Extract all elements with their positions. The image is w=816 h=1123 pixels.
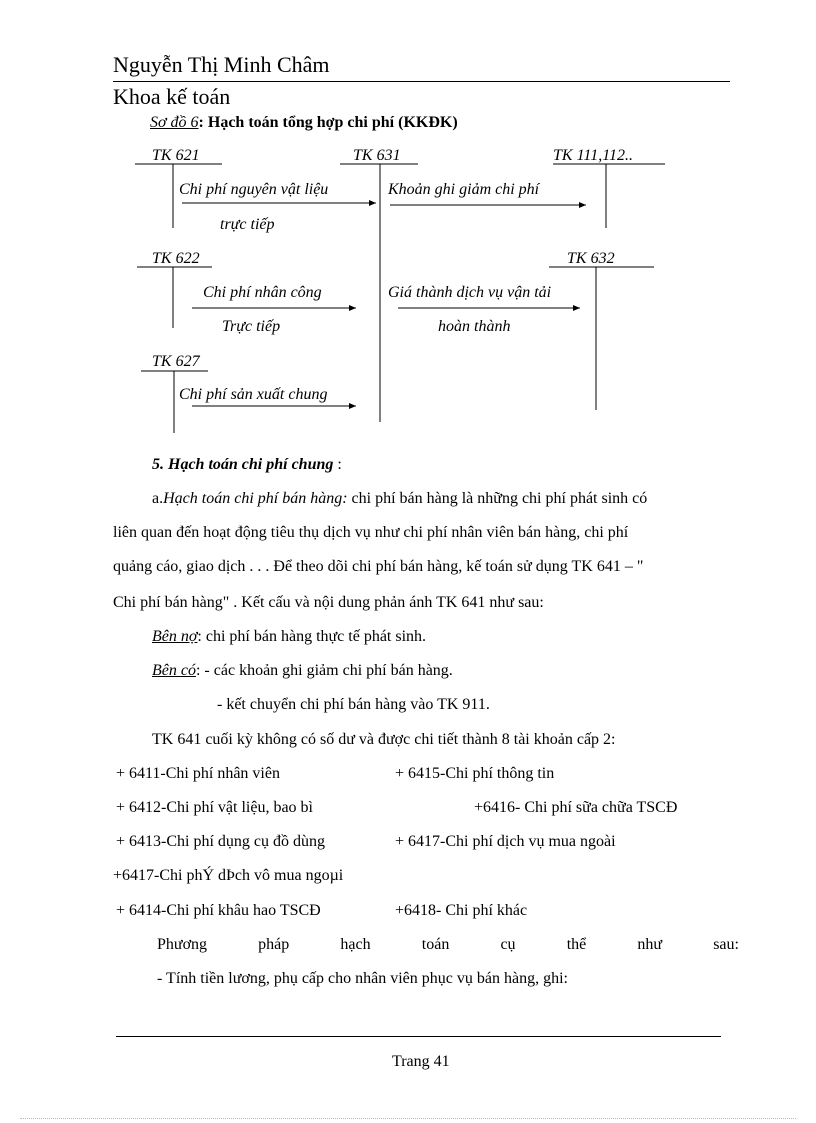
page-bottom-edge	[20, 1118, 796, 1119]
flow-material-cost: Chi phí nguyên vật liệu	[179, 181, 329, 198]
flow-labor-cost: Chi phí nhân công	[203, 284, 322, 301]
para-a-line2: liên quan đến hoạt động tiêu thụ dịch vụ như chi phí nhân viên bán hàng, chi phí	[113, 524, 629, 541]
tk641-detail-line: TK 641 cuối kỳ không có số dư và được chi tiết thành 8 tài khoản cấp 2:	[152, 731, 616, 748]
para-a-line1	[152, 490, 647, 508]
sub-account-6417: + 6417-Chi phí dịch vụ mua ngoài	[395, 833, 616, 850]
diagram-caption-title: : Hạch toán tổng hợp chi phí (KKĐK)	[198, 114, 458, 131]
tk627-label: TK 627	[152, 353, 200, 370]
sub-account-6411: + 6411-Chi phí nhân viên	[116, 765, 280, 782]
flow-transport-cost: Giá thành dịch vụ vận tải	[388, 284, 552, 301]
ben-no-label: Bên nợ	[152, 628, 198, 645]
ben-co-text1: : - các khoản ghi giảm chi phí bán hàng.	[195, 662, 453, 679]
diagram-caption-label: Sơ đồ 6	[150, 114, 199, 131]
tk621-label: TK 621	[152, 147, 200, 164]
flow-labor-cost-line2: Trực tiếp	[222, 318, 281, 335]
tk622-label: TK 622	[152, 250, 200, 267]
para-a-line3: quảng cáo, giao dịch . . . Để theo dõi chi phí bán hàng, kế toán sử dụng TK 641 – "	[113, 558, 644, 575]
tk631-label: TK 631	[353, 147, 401, 164]
sub-account-6412: + 6412-Chi phí vật liệu, bao bì	[116, 799, 313, 816]
flow-transport-cost-line2: hoàn thành	[438, 318, 511, 335]
department-name: Khoa kế toán	[113, 84, 231, 109]
para-a-text: chi phí bán hàng là những chi phí phát sinh có	[347, 490, 648, 507]
salary-line: - Tính tiền lương, phụ cấp cho nhân viên phục vụ bán hàng, ghi:	[157, 970, 568, 987]
flow-cost-reduction: Khoản ghi giảm chi phí	[388, 181, 540, 198]
section-heading-suffix: :	[333, 456, 342, 473]
flow-overhead-cost: Chi phí sản xuất chung	[179, 386, 328, 403]
method-word: hạch	[340, 936, 371, 953]
t-account-diagram	[0, 0, 816, 460]
method-word: thể	[566, 936, 587, 953]
method-word: Phương	[157, 936, 208, 953]
para-a-line4: Chi phí bán hàng" . Kết cấu và nội dung phản ánh TK 641 như sau:	[113, 594, 544, 611]
method-word: toán	[421, 936, 450, 953]
flow-material-cost-line2: trực tiếp	[220, 216, 275, 233]
method-word: cụ	[500, 936, 516, 953]
section-heading-text: 5. Hạch toán chi phí chung	[152, 456, 334, 473]
author-name: Nguyễn Thị Minh Châm	[113, 52, 330, 77]
tk111-label: TK 111,112..	[553, 147, 634, 164]
sub-account-6418: +6418- Chi phí khác	[395, 902, 528, 919]
para-a-italic: Hạch toán chi phí bán hàng:	[163, 490, 348, 507]
sub-account-6416: +6416- Chi phí sữa chữa TSCĐ	[474, 799, 678, 816]
method-word: sau:	[713, 936, 739, 953]
ben-no-text: : chi phí bán hàng thực tế phát sinh.	[197, 628, 427, 645]
ben-co-line2: - kết chuyển chi phí bán hàng vào TK 911.	[217, 696, 490, 713]
para-a-prefix: a.	[152, 490, 164, 507]
sub-account-6417-garbled: +6417-Chi phÝ dÞch vô mua ngoµi	[113, 867, 344, 884]
sub-account-6414: + 6414-Chi phí khâu hao TSCĐ	[116, 902, 321, 919]
method-word: pháp	[258, 936, 290, 953]
tk632-label: TK 632	[567, 250, 615, 267]
method-word: như	[637, 936, 663, 953]
sub-account-6415: + 6415-Chi phí thông tin	[395, 765, 555, 782]
ben-co-line	[152, 662, 453, 680]
section-heading	[152, 456, 342, 474]
page-number: Trang 41	[392, 1053, 450, 1070]
ben-co-label: Bên có	[152, 662, 196, 679]
ben-no-line	[152, 628, 426, 646]
sub-account-6413: + 6413-Chi phí dụng cụ đồ dùng	[116, 833, 326, 850]
method-line	[157, 936, 739, 954]
footer-rule	[116, 1036, 721, 1037]
